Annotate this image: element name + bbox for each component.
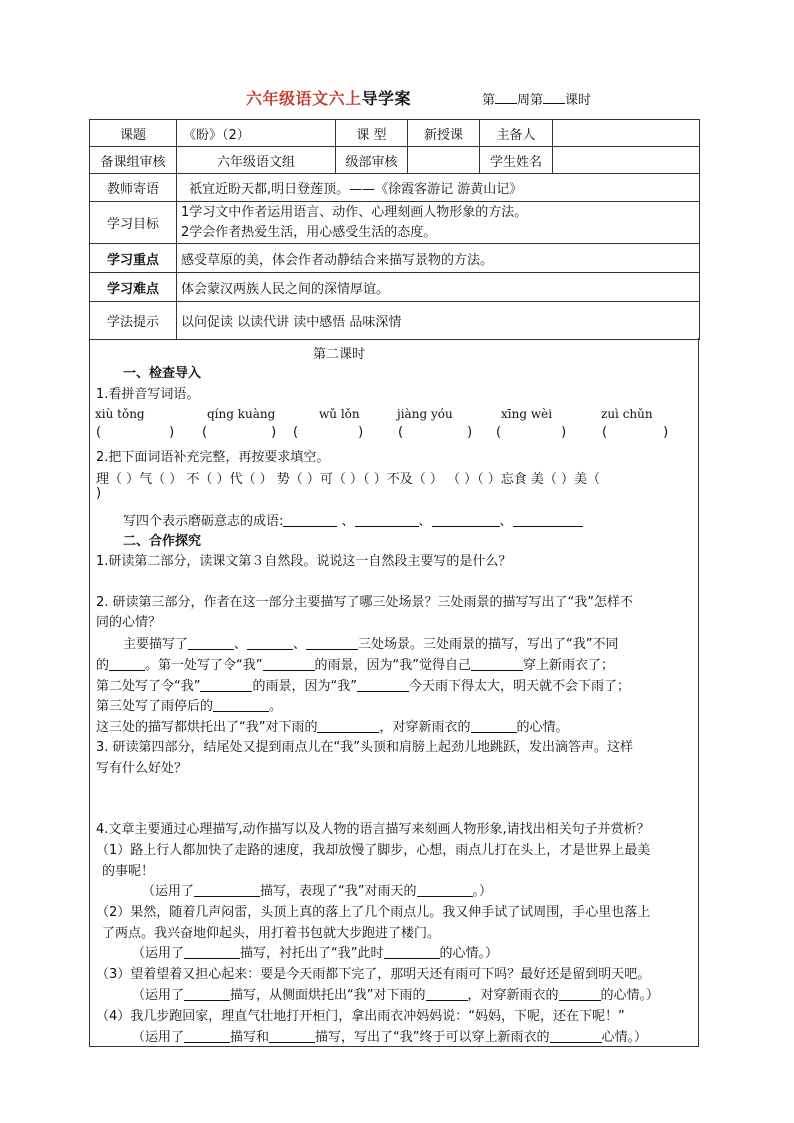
question-2: 2.把下面词语补充完整，再按要求填空。 [96,450,330,465]
pinyin-5: xīng wèi [501,407,553,421]
pinyin-2: qíng kuàng [207,407,276,421]
answer-blank-1[interactable]: ( ) [96,425,175,440]
label-teacher-message: 教师寄语 [90,174,177,202]
passage-3-line-1: （3）望着望着又担心起来：要是今天雨都下完了，那明天还有雨可下吗？最好还是留到明天吧。 [96,967,651,982]
question-2b: 写四个表示磨砺意志的成语: 、 、 、 [123,510,583,529]
pinyin-4: jiàng yóu [397,407,453,421]
question-1: 1.看拼音写词语。 [96,387,200,402]
worksheet-title: 六年级语文六上导学案 [246,89,412,108]
pinyin-1: xiù tǒng [95,407,145,421]
teacher-message: 祇宜近盼天都,明日登莲顶。——《徐霞客游记 游黄山记》 [177,174,700,202]
answer-blank-3[interactable]: ( ) [293,425,364,440]
answer-blank-5[interactable]: ( ) [496,425,567,440]
lesson-type-value: 新授课 [408,120,480,147]
section-2-heading: 二、合作探究 [123,534,202,549]
answer-blank-4[interactable]: ( ) [398,425,473,440]
label-key-points: 学习重点 [90,244,177,273]
label-learning-goals: 学习目标 [90,202,177,244]
label-grade-review: 级部审核 [336,147,408,174]
passage-2-line-1: （2）果然，随着几声闷雷，头顶上真的落上了几个雨点儿。我又伸手试了试周围，手心里也落上 [96,905,651,920]
section-1-heading: 一、检查导入 [123,366,202,381]
table-row [90,273,700,302]
label-lesson-type: 课 型 [336,120,408,147]
question-4-line-2: 同的心情？ [96,615,162,630]
fill-line-3[interactable]: 第二处写了令“我” 的雨景，因为“我” 今天雨下得太大，明天就不会下雨了； [96,679,630,694]
table-row [90,244,700,273]
table-row [90,302,700,340]
passage-1-line-2: 的事呢！ [102,864,155,879]
group-review-value: 六年级语文组 [177,147,336,174]
pinyin-6: zuì chǔn [601,407,653,421]
label-group-review: 备课组审核 [90,147,177,174]
fill-line-2[interactable]: 的 。第一处写了令“我” 的雨景，因为“我”觉得自己 穿上新雨衣了； [96,658,614,673]
student-name-field[interactable] [553,147,700,174]
label-preparer: 主备人 [480,120,553,147]
study-tips: 以问促读 以读代讲 读中感悟 品味深情 [177,302,700,340]
passage-3-fill[interactable]: （运用了 描写，从侧面烘托出“我”对下雨的 ，对穿新雨衣的 的心情。） [132,988,660,1003]
idiom-completion-tail: ) [96,486,102,501]
goal-1: 1学习文中作者运用语言、动作、心理刻画人物形象的方法。 [181,204,528,220]
question-6: 4.文章主要通过心理描写,动作描写以及人物的语言描写来刻画人物形象,请找出相关句子并赏析？ [96,822,650,837]
pinyin-3: wǔ lǒn [319,407,360,421]
preparer-field[interactable] [553,120,700,147]
passage-2-fill[interactable]: （运用了 描写，衬托出了“我”此时 的心情。） [132,946,499,961]
passage-1-fill[interactable]: （运用了 描写，表现了“我”对雨天的 。） [142,884,493,899]
passage-4-fill[interactable]: （运用了 描写和 描写，写出了“我”终于可以穿上新雨衣的 心情。） [132,1030,648,1045]
passage-2-line-2: 了两点。我兴奋地仰起头，用打着书包就大步跑进了楼门。 [102,926,441,941]
session-heading: 第二课时 [313,347,366,362]
answer-blank-6[interactable]: ( ) [602,425,669,440]
learning-goals [177,202,700,244]
week-period-field: 第 周第 课时 [482,93,592,108]
fill-line-5[interactable]: 这三处的描写都烘托出了“我”对下雨的 ，对穿新雨衣的 的心情。 [96,720,569,735]
table-row [90,202,700,244]
difficulties: 体会蒙汉两族人民之间的深情厚谊。 [177,273,700,302]
lesson-info-table [89,119,700,340]
question-4-line-1: 2. 研读第三部分，作者在这一部分主要描写了哪三处场景？三处雨景的描写写出了“我”怎样不 [96,595,634,610]
grade-review-field[interactable] [408,147,480,174]
fill-line-4[interactable]: 第三处写了雨停后的 。 [96,699,283,714]
key-points: 感受草原的美，体会作者动静结合来描写景物的方法。 [177,244,700,273]
table-row [90,120,700,147]
page-title [0,86,794,110]
label-student-name: 学生姓名 [480,147,553,174]
exercise-area [89,338,699,1047]
label-topic: 课题 [90,120,177,147]
table-row [90,147,700,174]
passage-1-line-1: （1）路上行人都加快了走路的速度，我却放慢了脚步，心想，雨点儿打在头上，才是世界上最美 [96,843,651,858]
question-3: 1.研读第二部分，读课文第３自然段。说说这一自然段主要写的是什么？ [96,554,512,569]
question-5-line-2: 写有什么好处？ [96,761,188,776]
fill-line-1[interactable]: 主要描写了 、 、 三处场景。三处雨景的描写，写出了“我”不同 [123,637,619,652]
table-row [90,174,700,202]
goal-2: 2学会作者热爱生活，用心感受生活的态度。 [181,224,437,240]
label-difficulties: 学习难点 [90,273,177,302]
answer-blank-2[interactable]: ( ) [202,425,277,440]
question-5-line-1: 3. 研读第四部分，结尾处又提到雨点儿在“我”头顶和肩膀上起劲儿地跳跃，发出滴答声。这样 [96,740,634,755]
passage-4-line-1: （4）我几步跑回家，理直气壮地打开柜门，拿出雨衣冲妈妈说：“妈妈，下呢，还在下呢！” [96,1009,625,1024]
idiom-completion[interactable]: 理（ ）气（ ） 不（ ）代（ ） 势（ ）可（ ）（ ）不及（ ） （ ）（ ）忘食 美（ ）美（ [96,472,600,487]
label-study-tips: 学法提示 [90,302,177,340]
topic-value: 《盼》（2） [177,120,336,147]
